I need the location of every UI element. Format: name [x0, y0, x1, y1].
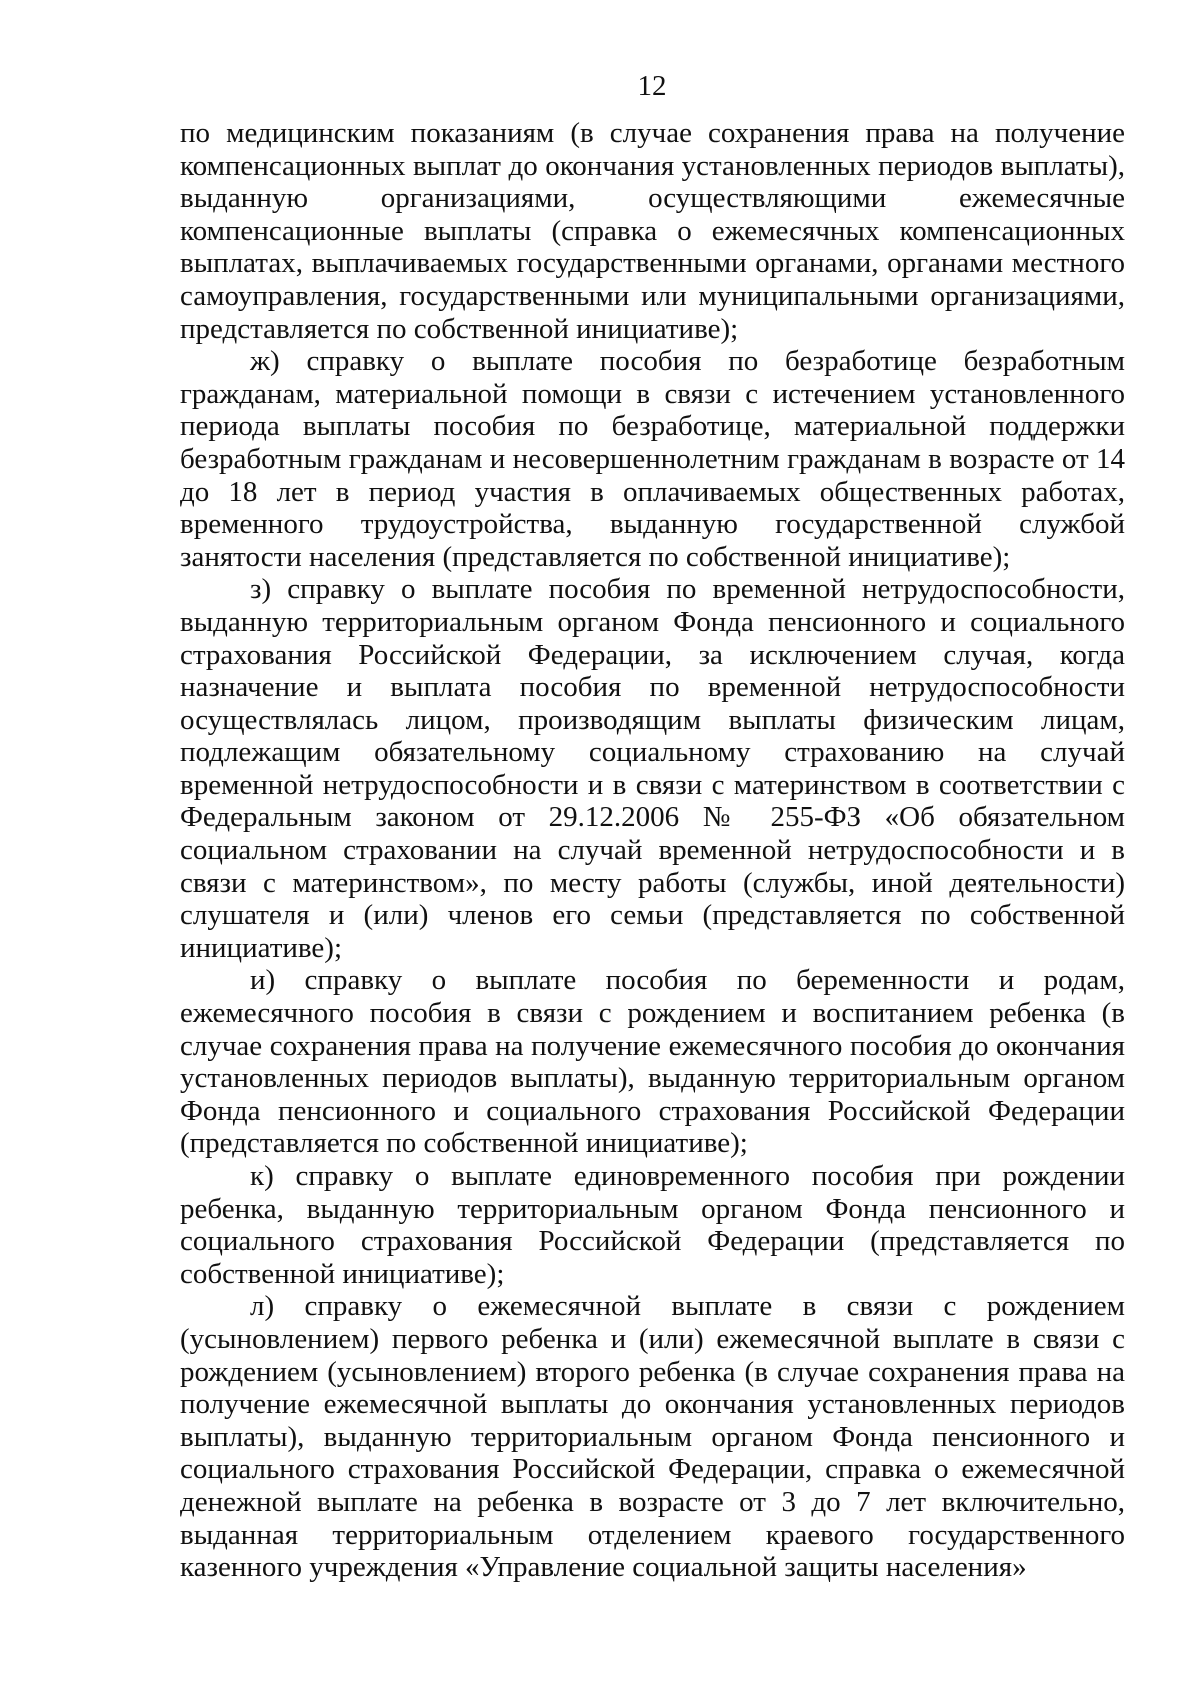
paragraph-z: з) справку о выплате пособия по временной нетрудоспособности, выданную территориальным органом Фонда пенсионного и социального страхования Российской Федерации, за исключением случая, когда назначение и выплата пособия по временной нетрудоспособности осуществлялась лицом, производящим выплаты физическим лицам, подлежащим обязательному социальному страхованию на случай временной нетрудоспособности и в связи с материнством в соответствии с Федеральным законом от 29.12.2006 № 255-ФЗ «Об обязательном социальном страховании на случай временной нетрудоспособности и в связи с материнством», по месту работы (службы, иной деятельности) слушателя и (или) членов его семьи (представляется по собственной инициативе); — [180, 573, 1125, 964]
paragraph-i: и) справку о выплате пособия по беременности и родам, ежемесячного пособия в связи с рождением и воспитанием ребенка (в случае сохранения права на получение ежемесячного пособия до окончания установленных периодов выплаты), выданную территориальным органом Фонда пенсионного и социального страхования Российской Федерации (представляется по собственной инициативе); — [180, 964, 1125, 1160]
paragraph-k: к) справку о выплате единовременного пособия при рождении ребенка, выданную территориальным органом Фонда пенсионного и социального страхования Российской Федерации (представляется по собственной инициативе); — [180, 1160, 1125, 1290]
document-body — [180, 117, 1125, 1584]
paragraph-continuation: по медицинским показаниям (в случае сохранения права на получение компенсационных выплат до окончания установленных периодов выплаты), выданную организациями, осуществляющими ежемесячные компенсационные выплаты (справка о ежемесячных компенсационных выплатах, выплачиваемых государственными органами, органами местного самоуправления, государственными или муниципальными организациями, представляется по собственной инициативе); — [180, 117, 1125, 345]
paragraph-zh: ж) справку о выплате пособия по безработице безработным гражданам, материальной помощи в связи с истечением установленного периода выплаты пособия по безработице, материальной поддержки безработным гражданам и несовершеннолетним гражданам в возрасте от 14 до 18 лет в период участия в оплачиваемых общественных работах, временного трудоустройства, выданную государственной службой занятости населения (представляется по собственной инициативе); — [180, 345, 1125, 573]
paragraph-l: л) справку о ежемесячной выплате в связи с рождением (усыновлением) первого ребенка и (или) ежемесячной выплате в связи с рождением (усыновлением) второго ребенка (в случае сохранения права на получение ежемесячной выплаты до окончания установленных периодов выплаты), выданную территориальным органом Фонда пенсионного и социального страхования Российской Федерации, справка о ежемесячной денежной выплате на ребенка в возрасте от 3 до 7 лет включительно, выданная территориальным отделением краевого государственного казенного учреждения «Управление социальной защиты населения» — [180, 1290, 1125, 1584]
page-number: 12 — [637, 70, 667, 102]
